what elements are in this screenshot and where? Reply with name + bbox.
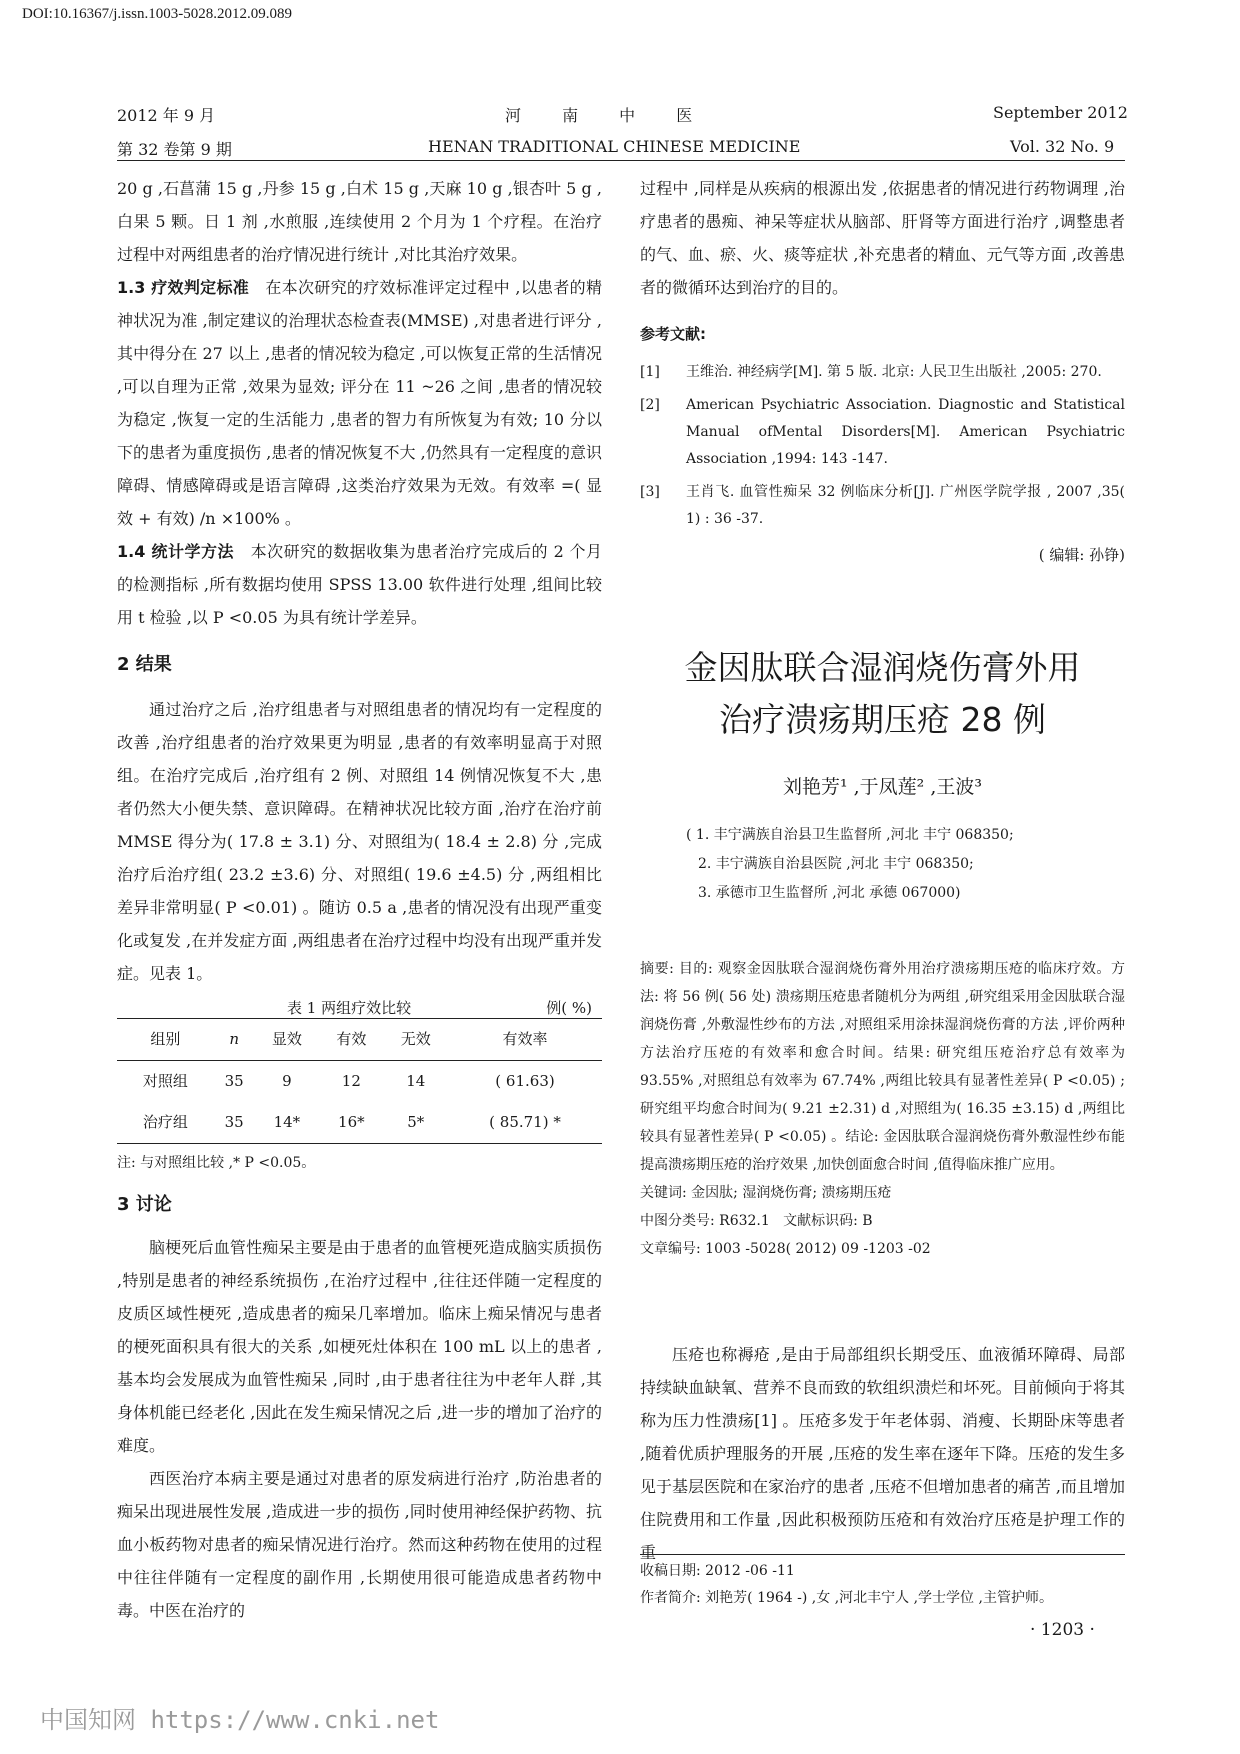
reference-item <box>640 479 1125 533</box>
th-effective: 有效 <box>336 1030 367 1048</box>
th-rate: 有效率 <box>502 1030 548 1048</box>
intro-block <box>640 1338 1125 1569</box>
classification: 中图分类号: R632.1 文献标识码: B <box>640 1213 873 1229</box>
table-caption-row <box>117 992 602 1018</box>
header-rule <box>117 160 1125 161</box>
references-list <box>640 359 1125 533</box>
reference-item <box>640 359 1125 386</box>
heading-1-3: 1.3 疗效判定标准 <box>117 278 250 297</box>
reference-text: 王肖飞. 血管性痴呆 32 例临床分析[J]. 广州医学院学报 , 2007 ,35( 1) : 36 -37. <box>686 484 1125 527</box>
para-discussion-end: 过程中 ,同样是从疾病的根源出发 ,依据患者的情况进行药物调理 ,治疗患者的愚痴、神呆等症状从脑部、肝肾等方面进行治疗 ,调整患者的气、血、瘀、火、痰等症状 ,补充患者的精血、元气等方面 ,改善患者的微循环达到治疗的目的。 <box>640 179 1125 297</box>
affiliation: ( 1. 丰宁满族自治县卫生监督所 ,河北 丰宁 068350; <box>686 827 1014 843</box>
affiliation: 3. 承德市卫生监督所 ,河北 承德 067000) <box>698 885 961 901</box>
table-cell: 对照组 <box>142 1072 188 1090</box>
header-journal-en: HENAN TRADITIONAL CHINESE MEDICINE <box>428 137 801 156</box>
reference-number: [3] <box>640 484 660 500</box>
para-discussion-2: 西医治疗本病主要是通过对患者的原发病进行治疗 ,防治患者的痴呆出现进展性发展 ,造成进一步的损伤 ,同时使用神经保护药物、抗血小板药物对患者的痴呆情况进行治疗。然而这种药物在使用的过程中往往伴随有一定程度的副作用 ,长期使用很可能造成患者药物中毒。中医在治疗的 <box>117 1469 602 1620</box>
right-column <box>640 172 1125 572</box>
header-date-en: September 2012 <box>993 103 1128 122</box>
table-note: 注: 与对照组比较 ,* P <0.05。 <box>117 1155 316 1171</box>
heading-discussion: 3 讨论 <box>117 1194 172 1215</box>
table-cell: 治疗组 <box>142 1113 188 1131</box>
table-cell: 12 <box>341 1072 361 1090</box>
affiliation: 2. 丰宁满族自治县医院 ,河北 丰宁 068350; <box>698 856 974 872</box>
table-cell: ( 61.63) <box>495 1072 555 1090</box>
left-column <box>117 172 602 1627</box>
page-number: · 1203 · <box>1030 1620 1095 1640</box>
header-date-cn: 2012 年 9 月 <box>117 106 216 125</box>
th-group: 组别 <box>150 1030 181 1048</box>
table-row <box>117 1102 602 1144</box>
heading-results: 2 结果 <box>117 654 172 675</box>
para-results: 通过治疗之后 ,治疗组患者与对照组患者的情况均有一定程度的改善 ,治疗组患者的治疗效果更为明显 ,患者的有效率明显高于对照组。在治疗完成后 ,治疗组有 2 例、对照组 14 例情况恢复不大 ,患者仍然大小便失禁、意识障碍。在精神状况比较方面 ,治疗在治疗前 MMSE 得分为( 17.8 ± 3.1) 分、对照组为( 18.4 ± 2.8) 分 ,完成治疗后治疗组( 23.2 ±3.6) 分、对照组( 19.6 ±4.5) 分 ,两组相比差异非常明显( P <0.01) 。随访 0.5 a ,患者的情况没有出现严重变化或复发 ,在并发症方面 ,两组患者在治疗过程中均没有出现严重并发症。见表 1。 <box>117 700 602 983</box>
para-1-3: 在本次研究的疗效标准评定过程中 ,以患者的精神状况为准 ,制定建议的治理状态检查表(MMSE) ,对患者进行评分 ,其中得分在 27 以上 ,患者的情况较为稳定 ,可以恢复正常的生活情况 ,可以自理为正常 ,效果为显效; 评分在 11 ~26 之间 ,患者的情况较为稳定 ,恢复一定的生活能力 ,患者的智力有所恢复为有效; 10 分以下的患者为重度损伤 ,患者的情况恢复不大 ,仍然具有一定程度的意识障碍、情感障碍或是语言障碍 ,这类治疗效果为无效。有效率 =( 显效 + 有效) /n ×100% 。 <box>117 278 602 528</box>
th-marked: 显效 <box>271 1030 302 1048</box>
table-cell: 16* <box>338 1113 365 1131</box>
table-cell: 14* <box>273 1113 301 1131</box>
table-cell: 14 <box>406 1072 426 1090</box>
reference-item <box>640 392 1125 473</box>
footnotes <box>640 1558 1125 1612</box>
para-discussion-1: 脑梗死后血管性痴呆主要是由于患者的血管梗死造成脑实质损伤 ,特别是患者的神经系统损伤 ,在治疗过程中 ,往往还伴随一定程度的皮质区域性梗死 ,造成患者的痴呆几率增加。临床上痴呆情况与患者的梗死面积具有很大的关系 ,如梗死灶体积在 100 mL 以上的患者 ,基本均会发展成为血管性痴呆 ,同时 ,由于患者往往为中老年人群 ,其身体机能已经老化 ,因此在发生痴呆情况之后 ,进一步的增加了治疗的难度。 <box>117 1238 602 1455</box>
heading-1-4: 1.4 统计学方法 <box>117 542 235 561</box>
reference-number: [1] <box>640 364 660 380</box>
author-bio: 作者简介: 刘艳芳( 1964 -) ,女 ,河北丰宁人 ,学士学位 ,主管护师。 <box>640 1590 1053 1606</box>
th-ineffective: 无效 <box>400 1030 431 1048</box>
table-cell: 35 <box>224 1113 244 1131</box>
header-volume-cn: 第 32 卷第 9 期 <box>117 140 232 159</box>
section-1-3 <box>117 271 602 535</box>
footnote-rule <box>640 1554 1125 1555</box>
table-unit: 例( %) <box>546 999 592 1017</box>
th-n: n <box>229 1030 239 1048</box>
table-caption: 表 1 两组疗效比较 <box>287 999 412 1017</box>
table-cell: ( 85.71) * <box>489 1113 561 1131</box>
table-cell: 9 <box>282 1072 292 1090</box>
table-cell: 35 <box>224 1072 244 1090</box>
abstract: 摘要: 目的: 观察金因肽联合湿润烧伤膏外用治疗溃疡期压疮的临床疗效。方法: 将 56 例( 56 处) 溃疡期压疮患者随机分为两组 ,研究组采用金因肽联合湿润烧伤膏 ,外敷湿性纱布的方法 ,对照组采用涂抹湿润烧伤膏的方法 ,评价两种方法治疗压疮的有效率和愈合时间。结果: 研究组压疮治疗总有效率为 93.55% ,对照组总有效率为 67.74% ,两组比较具有显著性差异( P <0.05) ; 研究组平均愈合时间为( 9.21 ±2.31) d ,对照组为( 16.35 ±3.15) d ,两组比较具有显著性差异( P <0.05) 。结论: 金因肽联合湿润烧伤膏外敷湿性纱布能提高溃疡期压疮的治疗效果 ,加快创面愈合时间 ,值得临床推广应用。 <box>640 961 1125 1173</box>
article-title-line-1: 金因肽联合湿润烧伤膏外用 <box>684 648 1081 687</box>
doi: DOI:10.16367/j.issn.1003-5028.2012.09.089 <box>22 6 292 22</box>
cnki-watermark: 中国知网 https://www.cnki.net <box>40 1706 440 1734</box>
section-1-4 <box>117 535 602 634</box>
para-1-4: 本次研究的数据收集为患者治疗完成后的 2 个月的检测指标 ,所有数据均使用 SPSS 13.00 软件进行处理 ,组间比较用 t 检验 ,以 P <0.05 为具有统计学差异。 <box>117 542 602 627</box>
left-paragraph-methods-end: 20 g ,石菖蒲 15 g ,丹参 15 g ,白术 15 g ,天麻 10 g ,银杏叶 5 g , 白果 5 颗。日 1 剂 ,水煎服 ,连续使用 2 个月为 1 个疗程。在治疗过程中对两组患者的治疗情况进行统计 ,对比其治疗效果。 <box>117 179 602 264</box>
abstract-block <box>640 955 1125 1263</box>
references-title: 参考文献: <box>640 325 706 343</box>
affiliations <box>640 821 1125 908</box>
header-journal-cn: 河 南 中 医 <box>505 106 711 125</box>
keywords: 关键词: 金因肽; 湿润烧伤膏; 溃疡期压疮 <box>640 1185 892 1201</box>
received-date: 收稿日期: 2012 -06 -11 <box>640 1563 795 1579</box>
article-title-block <box>640 642 1125 908</box>
editor-note: ( 编辑: 孙铮) <box>1038 546 1125 564</box>
para-introduction: 压疮也称褥疮 ,是由于局部组织长期受压、血液循环障碍、局部持续缺血缺氧、营养不良而致的软组织溃烂和坏死。目前倾向于将其称为压力性溃疡[1] 。压疮多发于年老体弱、消瘦、长期卧床等患者 ,随着优质护理服务的开展 ,压疮的发生率在逐年下降。压疮的发生多见于基层医院和在家治疗的患者 ,压疮不但增加患者的痛苦 ,而且增加住院费用和工作量 ,因此积极预防压疮和有效治疗压疮是护理工作的重 <box>640 1345 1125 1562</box>
reference-text: 王维治. 神经病学[M]. 第 5 版. 北京: 人民卫生出版社 ,2005: 270. <box>686 364 1102 380</box>
authors: 刘艳芳¹ ,于凤莲² ,王波³ <box>782 776 982 798</box>
header-volume-en: Vol. 32 No. 9 <box>1010 137 1115 156</box>
article-title-line-2: 治疗溃疡期压疮 28 例 <box>719 700 1046 739</box>
reference-number: [2] <box>640 397 660 413</box>
table-row <box>117 1061 602 1103</box>
table-cell: 5* <box>407 1113 425 1131</box>
reference-text: American Psychiatric Association. Diagnostic and Statistical Manual ofMental Disorders[M]. American Psychiatric Association ,1994: 143 -147. <box>686 397 1125 467</box>
efficacy-table <box>117 1018 602 1144</box>
article-number: 文章编号: 1003 -5028( 2012) 09 -1203 -02 <box>640 1241 931 1257</box>
